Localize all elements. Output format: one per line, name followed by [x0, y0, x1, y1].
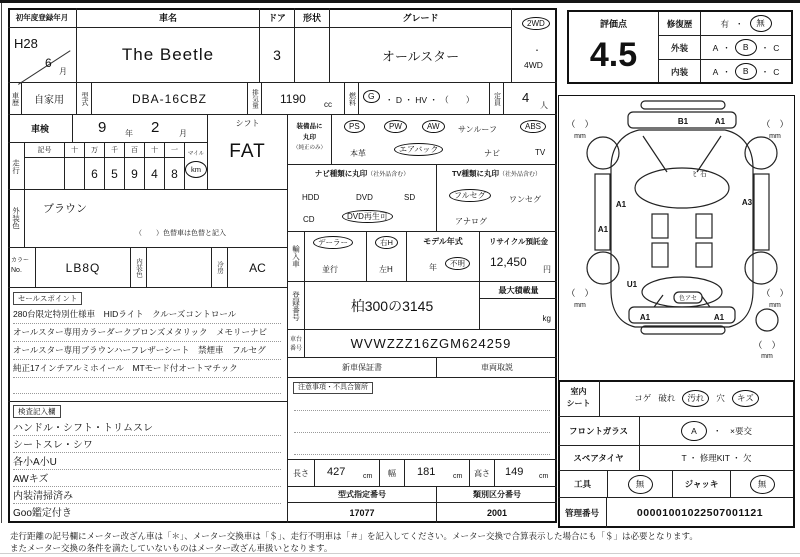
class-number-label: 類別区分番号: [437, 487, 557, 503]
equip-pw-circled: PW: [384, 120, 407, 133]
manual-label: 車両取説: [437, 358, 557, 378]
first-registration-year: H28: [14, 36, 38, 51]
tread-mm-bl: mm: [574, 302, 586, 309]
inspection-label: 車検: [8, 115, 73, 143]
diagram-rear-a1-left: A1: [639, 313, 651, 322]
inspection-month-suffix: 月: [179, 129, 187, 138]
repair-label: 修復歴: [666, 18, 693, 29]
inspection-year-suffix: 年: [125, 129, 133, 138]
fuel-label: 燃料: [345, 83, 359, 115]
diagram-rear-a1-right: A1: [713, 313, 725, 322]
chassis-number: WVWZZZ16ZGM624259: [305, 330, 557, 358]
sales-point-line-3: オールスター専用ブラウンハーフレザーシート 禁煙車 フルセグ: [13, 344, 281, 360]
inspection-cell: [73, 115, 208, 143]
equip-abs-circled: ABS: [520, 120, 546, 133]
color-no-label-2: No.: [11, 267, 22, 274]
check-note-line-2: シートスレ・シワ: [13, 436, 281, 453]
mileage-col-ju: 十: [145, 143, 165, 158]
management-number-label: 管理番号: [558, 498, 607, 528]
mileage-digit-2: 5: [105, 158, 125, 190]
model-year-label: モデル年式: [423, 237, 463, 246]
tread-mm-br: mm: [769, 302, 781, 309]
drive-2wd-circled: 2WD: [522, 17, 550, 30]
fuel-cell: [359, 83, 490, 115]
check-note-line-1: ハンドル・シフト・トリムスレ: [13, 419, 281, 436]
windshield-rest: ・ ×要交: [713, 426, 752, 436]
registration-value: 柏300の3145: [305, 282, 480, 330]
equip-leather: 本革: [350, 149, 366, 158]
tread-bracket-br: （ ）: [761, 288, 789, 298]
width-value: 181: [417, 466, 436, 478]
interior-grade-label: 内装: [670, 66, 688, 77]
sales-points-box: [8, 288, 288, 402]
color-no-label-cell: [8, 248, 36, 288]
equipment-label-3: （純正のみ）: [292, 145, 326, 151]
shape-value: [295, 28, 330, 83]
notes-rule-2: [294, 432, 550, 433]
displacement-value: 1190: [280, 92, 306, 106]
diagram-front-b1: B1: [677, 117, 689, 126]
tread-mm-tl: mm: [574, 133, 586, 140]
shift-label: シフト: [235, 119, 260, 128]
mileage-digit-4: 4: [145, 158, 165, 190]
mileage-label: 走行: [8, 143, 25, 190]
jack-value-cell: [731, 471, 793, 498]
notes-rule-3: [294, 454, 550, 455]
repair-dot: ・: [735, 18, 744, 29]
seat-yogore-circled: 汚れ: [682, 390, 709, 407]
history-value: 自家用: [22, 83, 77, 115]
interior-c: C: [773, 66, 780, 77]
displacement-unit: cc: [324, 100, 332, 109]
navi-hdd: HDD: [302, 193, 320, 202]
diagram-rear-fade: 色アセ: [679, 296, 697, 302]
mileage-digit-3: 9: [125, 158, 145, 190]
scan-edge-left: [1, 3, 2, 523]
inspection-month: 2: [151, 119, 160, 136]
drive-type-cell: [512, 8, 557, 83]
management-number-value: 00001001022507001121: [636, 507, 764, 519]
equipment-items-cell: [332, 115, 557, 165]
dot: ・: [760, 42, 770, 53]
tread-bracket-spare: （ ）: [753, 340, 781, 350]
first-registration-month-suffix: 月: [59, 67, 67, 76]
model-year-unknown-circled: 不明: [445, 257, 470, 270]
interior-grade-options: [701, 60, 791, 83]
mileage-col-ichi: 一: [165, 143, 185, 158]
exterior-grade-label: 外装: [670, 42, 688, 53]
windshield-label: フロントガラス: [558, 417, 640, 446]
check-notes-label: 検査記入欄: [13, 405, 61, 418]
drive-separator: ・: [533, 46, 541, 55]
car-name: The Beetle: [77, 28, 260, 83]
car-diagram-box: [558, 95, 795, 381]
interior-color-value: [147, 248, 212, 288]
car-diagram: [559, 96, 793, 379]
navi-type-box: [288, 165, 437, 232]
repair-yes: 有: [720, 18, 729, 29]
exterior-color-value: ブラウン: [43, 203, 87, 215]
width-label: 幅: [380, 460, 405, 487]
model-code: DBA-16CBZ: [92, 83, 248, 115]
equip-aw-circled: AW: [422, 120, 445, 133]
mileage-col-man: 万: [85, 143, 105, 158]
diagram-right-a3: A3: [741, 198, 753, 207]
warranty-label: 新車保証書: [288, 358, 437, 378]
diagram-u1: U1: [626, 280, 638, 289]
chassis-label-cell: [288, 330, 305, 358]
seat-yabure: 破れ: [658, 393, 676, 403]
tread-bracket-tl: （ ）: [566, 119, 594, 129]
dot: ・: [760, 66, 770, 77]
seat-koge: コゲ: [634, 393, 652, 403]
max-load-label: 最大積載量: [480, 282, 557, 299]
interior-b-circled: B: [735, 63, 757, 80]
chassis-label-2: 番号: [289, 346, 302, 352]
mileage-sign-value: [25, 158, 65, 190]
displacement-cell: [262, 83, 345, 115]
recycle-label: リサイクル預託金: [489, 237, 548, 246]
notes-label: 注意事項・不具合箇所: [293, 382, 373, 394]
door-label: ドア: [260, 8, 295, 28]
height-unit: cm: [539, 473, 549, 480]
exterior-b-circled: B: [735, 39, 757, 56]
grade-label: グレード: [330, 8, 512, 28]
tv-type-header-note: （社外品含む）: [499, 172, 542, 178]
length-label: 長さ: [288, 460, 315, 487]
ac-value: AC: [228, 248, 288, 288]
tools-none-circled: 無: [628, 475, 653, 494]
dot: ・: [722, 42, 731, 53]
tv-full-seg-circled: フルセグ: [449, 189, 491, 202]
model-year-suffix: 年: [429, 263, 437, 272]
import-label: 輸入車: [288, 232, 305, 282]
interior-color-label: 内装色: [131, 248, 147, 288]
sales-points-label: セールスポイント: [13, 292, 82, 305]
recycle-cell: [480, 232, 557, 282]
drive-4wd: 4WD: [524, 60, 543, 70]
notes-rule-1: [294, 410, 550, 411]
seat-label-2: シート: [566, 399, 591, 408]
spare-tire-label: スペアタイヤ: [558, 446, 640, 471]
navi-dvd-play-circled: DVD再生可: [342, 210, 393, 223]
fuel-g-circled: G: [363, 90, 380, 103]
interior-a: A: [712, 66, 719, 77]
diagram-windshield-note: ﾋﾞ右: [693, 171, 707, 178]
tv-type-box: [437, 165, 557, 232]
shape-label: 形状: [295, 8, 330, 28]
import-channel-cell: [305, 232, 367, 282]
mileage-digit-5: 8: [165, 158, 185, 190]
max-load-unit: kg: [542, 314, 551, 323]
sales-point-line-4: 純正17インチアルミホイール MTモード付オートマチック: [13, 362, 281, 378]
jack-none-circled: 無: [750, 475, 775, 494]
equip-navi: ナビ: [484, 149, 500, 158]
exterior-c: C: [773, 42, 780, 53]
inspection-year: 9: [98, 119, 107, 136]
height-cell: [495, 460, 557, 487]
check-note-line-6: Goo鑑定付き: [13, 508, 72, 519]
seat-options: [600, 380, 793, 417]
seat-kizu-circled: キズ: [732, 390, 759, 407]
tv-analog: アナログ: [455, 217, 487, 226]
recycle-yen: 円: [543, 265, 551, 274]
windshield-options: [640, 417, 793, 446]
capacity-value: 4: [522, 90, 530, 105]
tools-value-cell: [608, 471, 673, 498]
tread-mm-spare: mm: [761, 353, 773, 360]
check-note-line-3: 各小A小U: [13, 453, 281, 470]
first-registration-label: 初年度登録年月: [8, 8, 77, 28]
notes-box: [288, 378, 557, 460]
length-value: 427: [327, 466, 346, 478]
type-number-label: 型式指定番号: [288, 487, 437, 503]
displacement-label: 排気量: [248, 83, 262, 115]
exterior-a: A: [712, 42, 719, 53]
tools-label: 工具: [558, 471, 608, 498]
seat-label-cell: [558, 380, 600, 417]
width-unit: cm: [453, 473, 463, 480]
width-cell: [405, 460, 470, 487]
recycle-value: 12,450: [490, 255, 527, 269]
mileage-col-10man: 十: [65, 143, 85, 158]
spare-tire-options: T ・ 修理KIT ・ 欠: [640, 446, 793, 471]
check-note-line-4: AWキズ: [13, 470, 281, 487]
tv-type-header: TV種類に丸印: [451, 169, 500, 178]
scan-edge-top: [0, 0, 800, 3]
navi-sd: SD: [404, 193, 416, 202]
diagram-left-a1-upper: A1: [615, 200, 627, 209]
navi-dvd: DVD: [356, 193, 373, 202]
first-registration-cell: [8, 28, 77, 83]
mileage-unit-mile: マイル: [187, 151, 205, 157]
jack-label: ジャッキ: [673, 471, 731, 498]
type-number-value: 17077: [288, 503, 437, 523]
tread-bracket-tr: （ ）: [761, 119, 789, 129]
repair-no-circled: 無: [750, 15, 772, 32]
check-notes-box: [8, 402, 288, 523]
import-dealer-circled: デーラー: [313, 236, 353, 249]
import-rh-circled: 右H: [375, 236, 398, 249]
height-value: 149: [505, 466, 524, 478]
exterior-color-cell: [25, 190, 288, 248]
capacity-cell: [504, 83, 557, 115]
sales-point-line-2: オールスター専用カラーダークブロンズメタリック メモリーナビ: [13, 326, 281, 342]
exterior-color-label: 外装色: [8, 190, 25, 248]
exterior-color-note: （ ）色替車は色替と記入: [135, 230, 226, 237]
class-number-value: 2001: [486, 508, 508, 518]
length-cell: [315, 460, 380, 487]
ac-label: 冷房: [212, 248, 228, 288]
color-no-label-1: カラー: [11, 258, 30, 264]
equipment-label-1: 装備品に: [296, 123, 323, 130]
windshield-a-circled: A: [681, 421, 707, 441]
equip-airbag-circled: エアバック: [394, 143, 443, 156]
repair-options: [701, 12, 791, 35]
seat-label-1: 室内: [570, 387, 587, 396]
capacity-unit: 人: [540, 101, 548, 110]
first-registration-month: 6: [45, 56, 52, 70]
footer-line-2: またメーター交換の条件を満たしていないものはメーター改ざん車扱いとなります。: [10, 543, 333, 553]
registration-label: 登録番号: [288, 282, 305, 330]
height-label: 高さ: [470, 460, 495, 487]
shift-value: FAT: [229, 141, 266, 162]
fuel-options: ・ D ・ HV ・ （ ）: [385, 95, 475, 105]
shift-cell: [208, 115, 288, 190]
equipment-label-2: 丸印: [303, 134, 316, 141]
check-note-line-5: 内装清掃済み: [13, 487, 281, 504]
history-label: 車歴: [8, 83, 22, 115]
navi-cd: CD: [303, 215, 315, 224]
equip-tv: TV: [535, 148, 546, 157]
capacity-label: 定員: [490, 83, 504, 115]
model-code-label: 型式: [77, 83, 92, 115]
sales-point-empty-line: [13, 380, 281, 394]
chassis-label-1: 車台: [289, 337, 302, 343]
max-load-cell: [480, 282, 557, 330]
tv-one-seg: ワンセグ: [509, 195, 541, 204]
diagram-front-a1: A1: [714, 117, 726, 126]
import-handle-cell: [367, 232, 407, 282]
mileage-digit-0: [65, 158, 85, 190]
navi-type-header: ナビ種類に丸印: [314, 169, 368, 178]
footer-line-1: 走行距離の記号欄にメーター改ざん車は「＊」、メーター交換車は「＄」、走行不明車は「＃」を記入してください。メーター交換で合算表示した場合にも「＄」は必要となります。: [10, 531, 698, 541]
mileage-unit-km-circled: km: [185, 161, 207, 178]
color-no-value: LB8Q: [36, 248, 131, 288]
import-parallel: 並行: [322, 265, 338, 274]
mileage-sign-header: 記号: [25, 143, 65, 158]
grade-value: オールスター: [330, 28, 512, 83]
equip-ps-circled: PS: [344, 120, 365, 133]
model-year-cell: [407, 232, 480, 282]
evaluation-box: [567, 10, 793, 84]
score-label: 評価点: [599, 18, 627, 29]
tread-bracket-bl: （ ）: [566, 288, 594, 298]
equip-sunroof: サンルーフ: [458, 125, 497, 134]
score-value: 4.5: [589, 35, 638, 74]
sales-point-line-1: 280台限定特別仕様車 HIDライト クルーズコントロール: [13, 308, 281, 324]
mileage-col-sen: 千: [105, 143, 125, 158]
mileage-col-hyaku: 百: [125, 143, 145, 158]
navi-type-header-note: （社外品含む）: [367, 172, 410, 178]
exterior-grade-options: [701, 36, 791, 59]
tread-mm-tr: mm: [769, 133, 781, 140]
seat-ana: 穴: [716, 393, 725, 403]
door-count: 3: [260, 28, 295, 83]
mileage-digit-1: 6: [85, 158, 105, 190]
diagram-left-a1-lower: A1: [597, 225, 609, 234]
car-name-label: 車名: [77, 8, 260, 28]
length-unit: cm: [363, 473, 373, 480]
mileage-unit-cell: [185, 143, 208, 190]
dot: ・: [722, 66, 731, 77]
import-lh: 左H: [379, 265, 393, 274]
equipment-label-cell: [288, 115, 332, 165]
